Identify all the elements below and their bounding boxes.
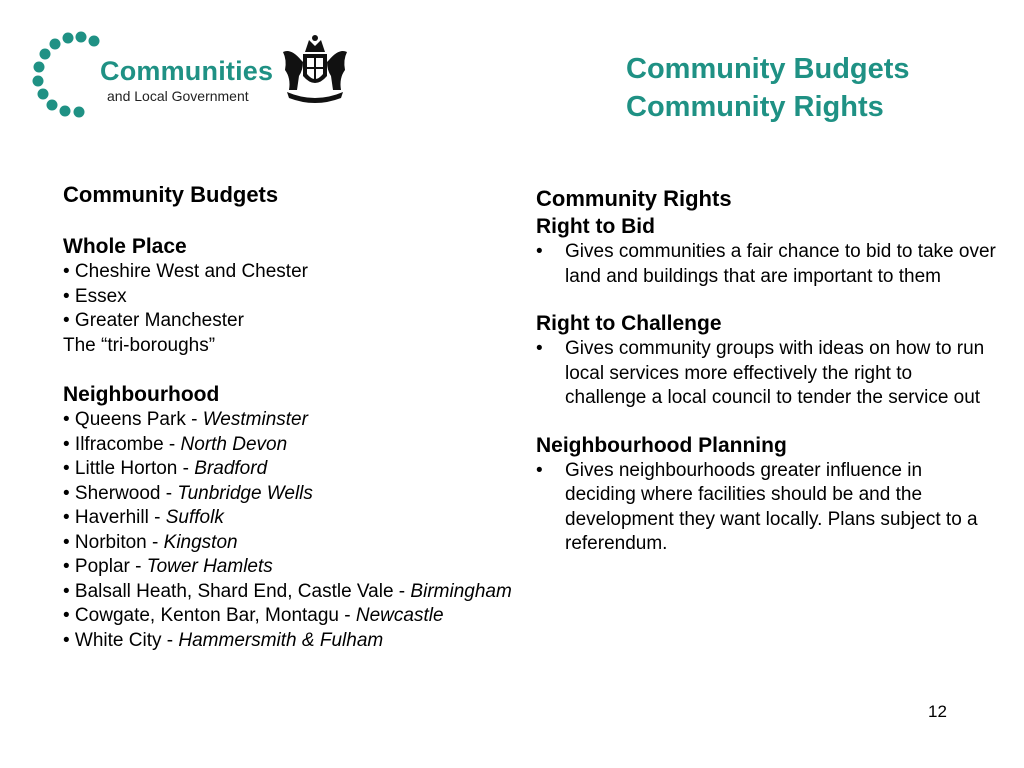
neighbourhood-planning-heading: Neighbourhood Planning — [536, 433, 787, 457]
bullet-mark: • — [536, 338, 543, 359]
logo-dots-icon — [30, 30, 100, 120]
list-item: • Queens Park - Westminster — [63, 409, 308, 430]
bullet-text: Gives communities a fair chance to bid to take over land and buildings that are important to them — [565, 241, 996, 287]
page-number: 12 — [928, 702, 947, 721]
bullet-text: Gives neighbourhoods greater influence in deciding where facilities should be and the development they want locally. Plans subject to a referendum. — [565, 459, 978, 554]
bullet-item — [536, 240, 996, 289]
bullet-item — [536, 459, 996, 557]
list-item: • Greater Manchester — [63, 310, 244, 331]
list-item: • Poplar - Tower Hamlets — [63, 556, 273, 577]
right-heading: Community Rights — [536, 186, 732, 211]
list-item: • Sherwood - Tunbridge Wells — [63, 482, 313, 504]
slide-title — [626, 50, 910, 126]
left-heading: Community Budgets — [63, 182, 279, 207]
list-item: • Haverhill - Suffolk — [63, 507, 224, 528]
community-rights-column — [536, 184, 996, 557]
communities-logo — [30, 30, 370, 125]
list-item: • Little Horton - Bradford — [63, 458, 268, 479]
list-item: • Cowgate, Kenton Bar, Montagu - Newcastle — [63, 605, 444, 626]
royal-crest-icon — [273, 30, 358, 105]
right-to-bid-heading: Right to Bid — [536, 215, 655, 238]
community-budgets-column — [63, 180, 533, 653]
bullet-item — [536, 337, 996, 411]
bullet-mark: • — [536, 241, 543, 262]
bullet-text: Gives community groups with ideas on how to run local services more effectively the right to challenge a local council to tender the service out — [565, 338, 985, 408]
title-line-2: Community Rights — [626, 91, 884, 123]
whole-place-note: The “tri-boroughs” — [63, 334, 216, 356]
right-to-challenge-heading: Right to Challenge — [536, 312, 722, 335]
neighbourhood-heading: Neighbourhood — [63, 383, 220, 406]
list-item: • Essex — [63, 285, 127, 307]
logo-main-text: Communities — [100, 56, 274, 86]
bullet-mark: • — [536, 459, 543, 481]
list-item: • Norbiton - Kingston — [63, 531, 238, 553]
whole-place-heading: Whole Place — [63, 235, 187, 258]
list-item: • Ilfracombe - North Devon — [63, 433, 288, 455]
list-item: • Cheshire West and Chester — [63, 261, 308, 282]
list-item: • Balsall Heath, Shard End, Castle Vale - Birmingham — [63, 580, 512, 602]
list-item: • White City - Hammersmith & Fulham — [63, 629, 384, 651]
title-line-1: Community Budgets — [626, 53, 910, 85]
logo-sub-text: and Local Government — [107, 88, 249, 104]
